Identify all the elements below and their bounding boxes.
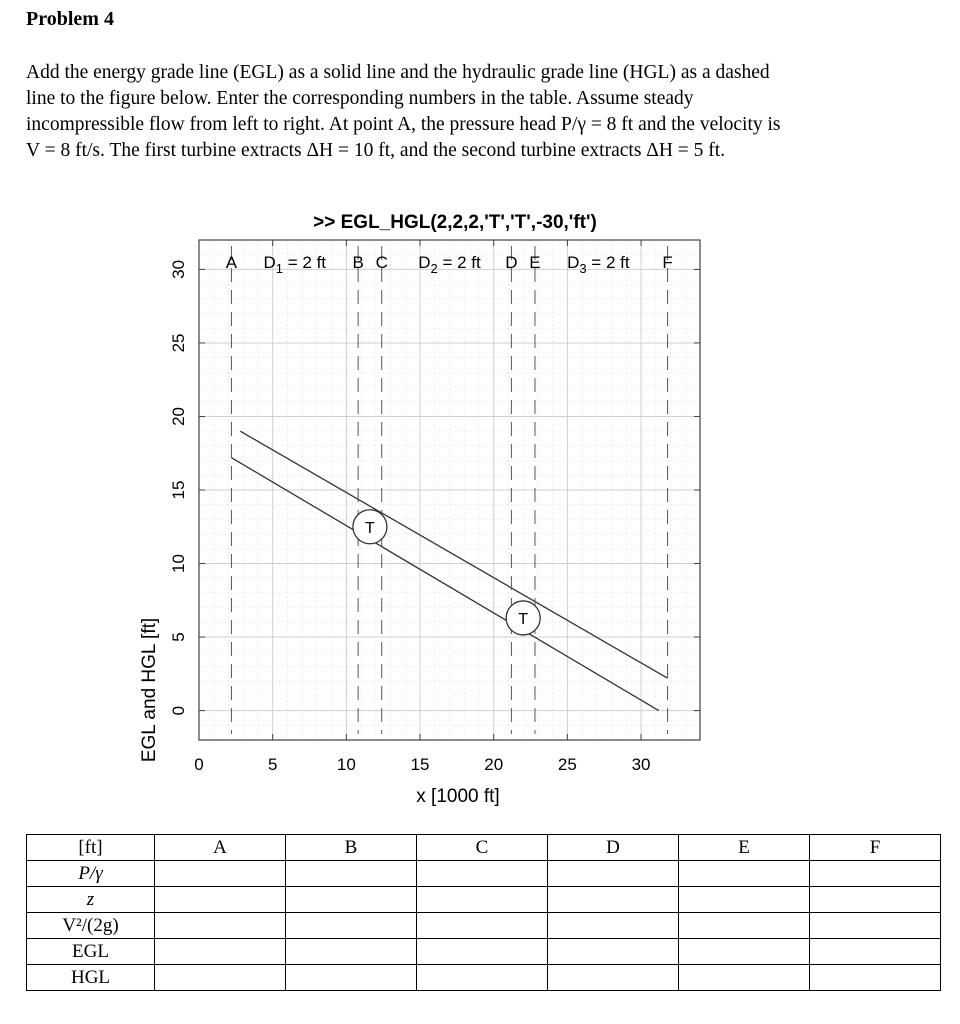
answer-cell[interactable] [810,861,941,887]
y-axis-label: EGL and HGL [ft] [139,617,160,763]
point-label-c: C [375,253,388,272]
y-tick-label: 25 [169,333,188,353]
answer-cell[interactable] [548,887,679,913]
y-tick-label: 0 [169,705,188,716]
answer-cell[interactable] [679,939,810,965]
answer-cell[interactable] [810,965,941,991]
diameter-label-3: $D_3 = 2$ ft [567,253,630,276]
row-header-pressure-head: P/γ [27,861,155,887]
y-tick-label: 30 [169,259,188,279]
answer-cell[interactable] [679,913,810,939]
answer-cell[interactable] [417,965,548,991]
table-row [27,913,941,939]
answer-cell[interactable] [417,861,548,887]
egl-hgl-chart [0,200,960,820]
x-tick-label: 10 [336,755,356,774]
answer-cell[interactable] [286,861,417,887]
answer-cell[interactable] [417,939,548,965]
y-tick-label: 20 [169,407,188,426]
answer-cell[interactable] [286,913,417,939]
answer-cell[interactable] [810,939,941,965]
answer-cell[interactable] [155,887,286,913]
column-header-a: A [155,835,286,861]
table-row [27,887,941,913]
answer-cell[interactable] [679,965,810,991]
turbine-1-label: T [365,519,375,537]
turbine-2-label: T [518,610,529,628]
row-header-velocity-head: V²/(2g) [27,913,155,939]
point-label-d: D [505,253,518,272]
answer-cell[interactable] [548,965,679,991]
answer-cell[interactable] [155,861,286,887]
point-label-b: B [352,253,364,272]
x-tick-label: 15 [410,755,430,774]
diameter-label-1: $D_1 = 2$ ft [263,253,327,276]
problem-line-2: line to the figure below. Enter the corresponding numbers in the table. Assume steady [26,88,694,109]
turbines [353,510,540,635]
table-row [27,965,941,991]
answer-cell[interactable] [548,939,679,965]
answer-cell[interactable] [548,913,679,939]
answer-cell[interactable] [810,913,941,939]
answer-cell[interactable] [155,939,286,965]
column-header-b: B [286,835,417,861]
answer-cell[interactable] [679,887,810,913]
diameter-label-2: $D_2 = 2$ ft [418,253,481,276]
problem-heading: Problem 4 [26,8,114,30]
answer-cell[interactable] [810,887,941,913]
point-label-e: E [529,253,541,272]
y-tick-label: 5 [169,632,188,642]
answer-table [26,834,941,991]
row-header-hgl: HGL [27,965,155,991]
column-header-e: E [679,835,810,861]
answer-cell[interactable] [286,939,417,965]
answer-cell[interactable] [679,861,810,887]
problem-line-4: V = 8 ft/s. The first turbine extracts ΔH = 10 ft, and the second turbine extracts ΔH = 5 ft. [26,140,726,161]
table-row [27,939,941,965]
row-header-units: [ft] [27,835,155,861]
x-tick-label: 0 [194,755,204,774]
y-tick-label: 15 [169,480,188,500]
table-header-row [27,835,941,861]
chart-title: >> EGL_HGL(2,2,2,'T','T',-30,'ft') [313,212,597,233]
column-header-c: C [417,835,548,861]
column-header-d: D [548,835,679,861]
pipe-lower-line [231,458,658,711]
answer-cell[interactable] [417,913,548,939]
x-axis-label: x [1000 ft] [416,786,500,807]
x-tick-label: 20 [484,755,504,774]
answer-cell[interactable] [286,965,417,991]
column-header-f: F [810,835,941,861]
row-header-elevation: z [27,887,155,913]
answer-cell[interactable] [417,887,548,913]
problem-line-3: incompressible flow from left to right. At point A, the pressure head P/γ = 8 ft and the velocity is [26,114,781,135]
table-row [27,861,941,887]
problem-line-1: Add the energy grade line (EGL) as a solid line and the hydraulic grade line (HGL) as a dashed [26,62,770,83]
grid [199,240,700,740]
x-tick-label: 5 [267,755,278,774]
answer-cell[interactable] [548,861,679,887]
answer-cell[interactable] [155,913,286,939]
y-tick-label: 10 [169,554,188,573]
point-label-f: F [662,253,673,272]
x-tick-label: 25 [557,755,577,774]
answer-cell[interactable] [286,887,417,913]
row-header-egl: EGL [27,939,155,965]
pipe-upper-line [240,431,667,678]
answer-cell[interactable] [155,965,286,991]
point-label-a: A [225,253,238,272]
x-tick-label: 30 [631,755,651,774]
problem-statement [26,60,946,164]
